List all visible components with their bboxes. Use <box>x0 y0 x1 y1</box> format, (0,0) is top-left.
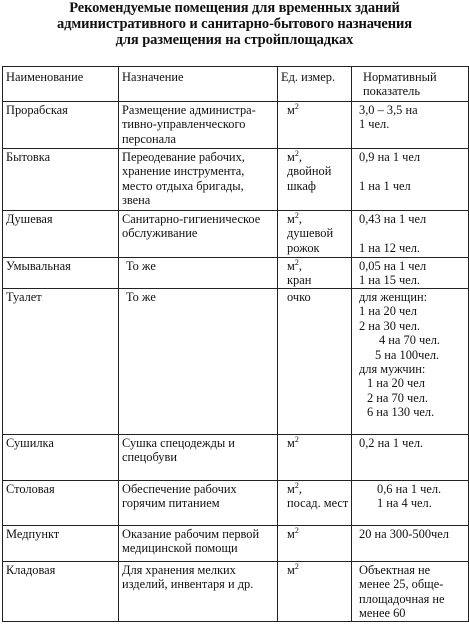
title-line-2: административного и санитарно-бытового назначения <box>56 16 412 32</box>
purpose-line: То же <box>126 259 156 273</box>
cell-unit <box>278 102 352 149</box>
cell-norm <box>352 102 469 149</box>
norm-line: для женщин: <box>359 290 428 304</box>
norm-line: менее 60 <box>359 606 406 621</box>
norm-line: 4 на 70 чел. <box>379 333 441 348</box>
table-row <box>3 289 469 435</box>
norm-line: менее 25, обще- <box>359 577 444 592</box>
cell-norm <box>352 481 469 526</box>
cell-name: Медпункт <box>3 526 119 562</box>
cell-purpose <box>119 562 278 622</box>
purpose-line: медицинской помощи <box>122 541 238 556</box>
purpose-line: звена <box>122 193 151 208</box>
norm-line: Объектная не <box>359 563 431 577</box>
unit-line: посад. мест <box>287 496 349 511</box>
norm-line: 0,05 на 1 чел <box>359 259 427 273</box>
norm-line: 1 чел. <box>359 117 390 132</box>
cell-norm <box>352 289 469 435</box>
cell-unit <box>278 289 352 435</box>
unit-line: душевой <box>287 226 334 241</box>
purpose-line: хранение инструмента, <box>122 164 245 179</box>
cell-purpose <box>119 526 278 562</box>
norm-line: 1 на 20 чел <box>359 304 417 319</box>
norm-line: площадочная не <box>359 591 445 606</box>
purpose-line: персонала <box>122 131 176 146</box>
unit-line: $м^2$ <box>287 101 299 117</box>
norm-line: 1 на 12 чел. <box>359 240 421 255</box>
purpose-line: Для хранения мелких <box>122 563 236 577</box>
norm-gap <box>355 226 465 240</box>
table-header-row <box>3 67 469 102</box>
table-row <box>3 102 469 149</box>
cell-norm <box>352 149 469 211</box>
norm-line: 6 на 130 чел. <box>367 405 435 420</box>
table-row <box>3 211 469 258</box>
purpose-line: Оказание рабочим первой <box>122 527 260 541</box>
table-row <box>3 481 469 526</box>
norm-line: 1 на 1 чел <box>359 178 411 193</box>
header-unit: Ед. измер. <box>278 67 352 102</box>
cell-norm <box>352 526 469 562</box>
unit-line: $м^2$ <box>287 434 299 450</box>
cell-unit <box>278 526 352 562</box>
cell-purpose <box>119 258 278 289</box>
header-purpose: Назначение <box>119 67 278 102</box>
table-row <box>3 526 469 562</box>
cell-name: Столовая <box>3 481 119 526</box>
unit-line: рожок <box>287 240 320 255</box>
norm-line: 0,2 на 1 чел. <box>359 436 424 450</box>
norm-line: 3,0 – 3,5 на <box>359 103 418 117</box>
cell-name: Прорабская <box>3 102 119 149</box>
purpose-line: Обеспечение рабочих <box>122 482 237 496</box>
table-body <box>3 102 469 622</box>
table-row <box>3 435 469 481</box>
header-norm-line-2: показатель <box>363 84 420 99</box>
norm-line: 2 на 30 чел. <box>359 318 421 333</box>
purpose-line: место отдыха бригады, <box>122 178 244 193</box>
purpose-line: То же <box>126 290 156 304</box>
header-name: Наименование <box>3 67 119 102</box>
cell-name: Кладовая <box>3 562 119 622</box>
purpose-line: Санитарно-гигиеническое <box>122 212 261 226</box>
cell-norm <box>352 211 469 258</box>
cell-purpose <box>119 481 278 526</box>
unit-line: кран <box>287 273 312 288</box>
norm-gap <box>355 164 465 178</box>
title-line-1: Рекомендуемые помещения для временных зданий <box>69 0 400 16</box>
norm-line: 0,6 на 1 чел. <box>377 482 442 496</box>
purpose-line: обслуживание <box>122 226 198 241</box>
norm-line: 5 на 100чел. <box>375 347 440 362</box>
table-row <box>3 562 469 622</box>
norm-line: 2 на 70 чел. <box>367 390 429 405</box>
cell-purpose <box>119 211 278 258</box>
cell-purpose <box>119 102 278 149</box>
purpose-line: Сушка спецодежды и <box>122 436 235 450</box>
cell-purpose <box>119 435 278 481</box>
unit-line: шкаф <box>287 178 316 193</box>
purpose-line: Размещение администра- <box>122 103 256 117</box>
cell-name: Умывальная <box>3 258 119 289</box>
unit-line: $м^2$, <box>287 210 302 226</box>
cell-name: Душевая <box>3 211 119 258</box>
norm-line: 1 на 15 чел. <box>359 273 421 288</box>
purpose-line: Переодевание рабочих, <box>122 150 245 164</box>
cell-purpose <box>119 149 278 211</box>
unit-line: очко <box>287 290 311 304</box>
cell-unit <box>278 562 352 622</box>
cell-name: Сушилка <box>3 435 119 481</box>
norm-line: 0,9 на 1 чел <box>359 150 421 164</box>
table-row <box>3 149 469 211</box>
purpose-line: тивно-управленческого <box>122 117 246 132</box>
purpose-line: изделий, инвентаря и др. <box>122 577 254 592</box>
table-row <box>3 258 469 289</box>
cell-norm <box>352 562 469 622</box>
cell-unit <box>278 481 352 526</box>
cell-unit <box>278 435 352 481</box>
cell-name: Туалет <box>3 289 119 435</box>
purpose-line: горячим питанием <box>122 496 220 511</box>
header-norm-line-1: Нормативный <box>363 70 437 84</box>
unit-line: $м^2$ <box>287 525 299 541</box>
cell-norm <box>352 258 469 289</box>
purpose-line: спецобуви <box>122 450 177 465</box>
norm-line: 1 на 20 чел <box>367 376 425 391</box>
norm-line: 1 на 4 чел. <box>377 496 432 511</box>
norm-line: 0,43 на 1 чел <box>359 212 427 226</box>
unit-line: $м^2$, <box>287 257 302 273</box>
premises-table <box>2 66 469 622</box>
cell-norm <box>352 435 469 481</box>
unit-line: $м^2$, <box>287 148 302 164</box>
unit-line: $м^2$ <box>287 561 299 577</box>
cell-unit <box>278 211 352 258</box>
norm-line: для мужчин: <box>359 362 426 377</box>
title-line-3: для размещения на стройплощадках <box>115 32 354 48</box>
cell-name: Бытовка <box>3 149 119 211</box>
unit-line: $м^2$, <box>287 480 302 496</box>
cell-unit <box>278 258 352 289</box>
unit-line: двойной <box>287 164 332 179</box>
cell-purpose <box>119 289 278 435</box>
header-norm <box>352 67 469 102</box>
norm-line: 20 на 300-500чел <box>359 527 449 541</box>
cell-unit <box>278 149 352 211</box>
page-title <box>0 0 469 52</box>
